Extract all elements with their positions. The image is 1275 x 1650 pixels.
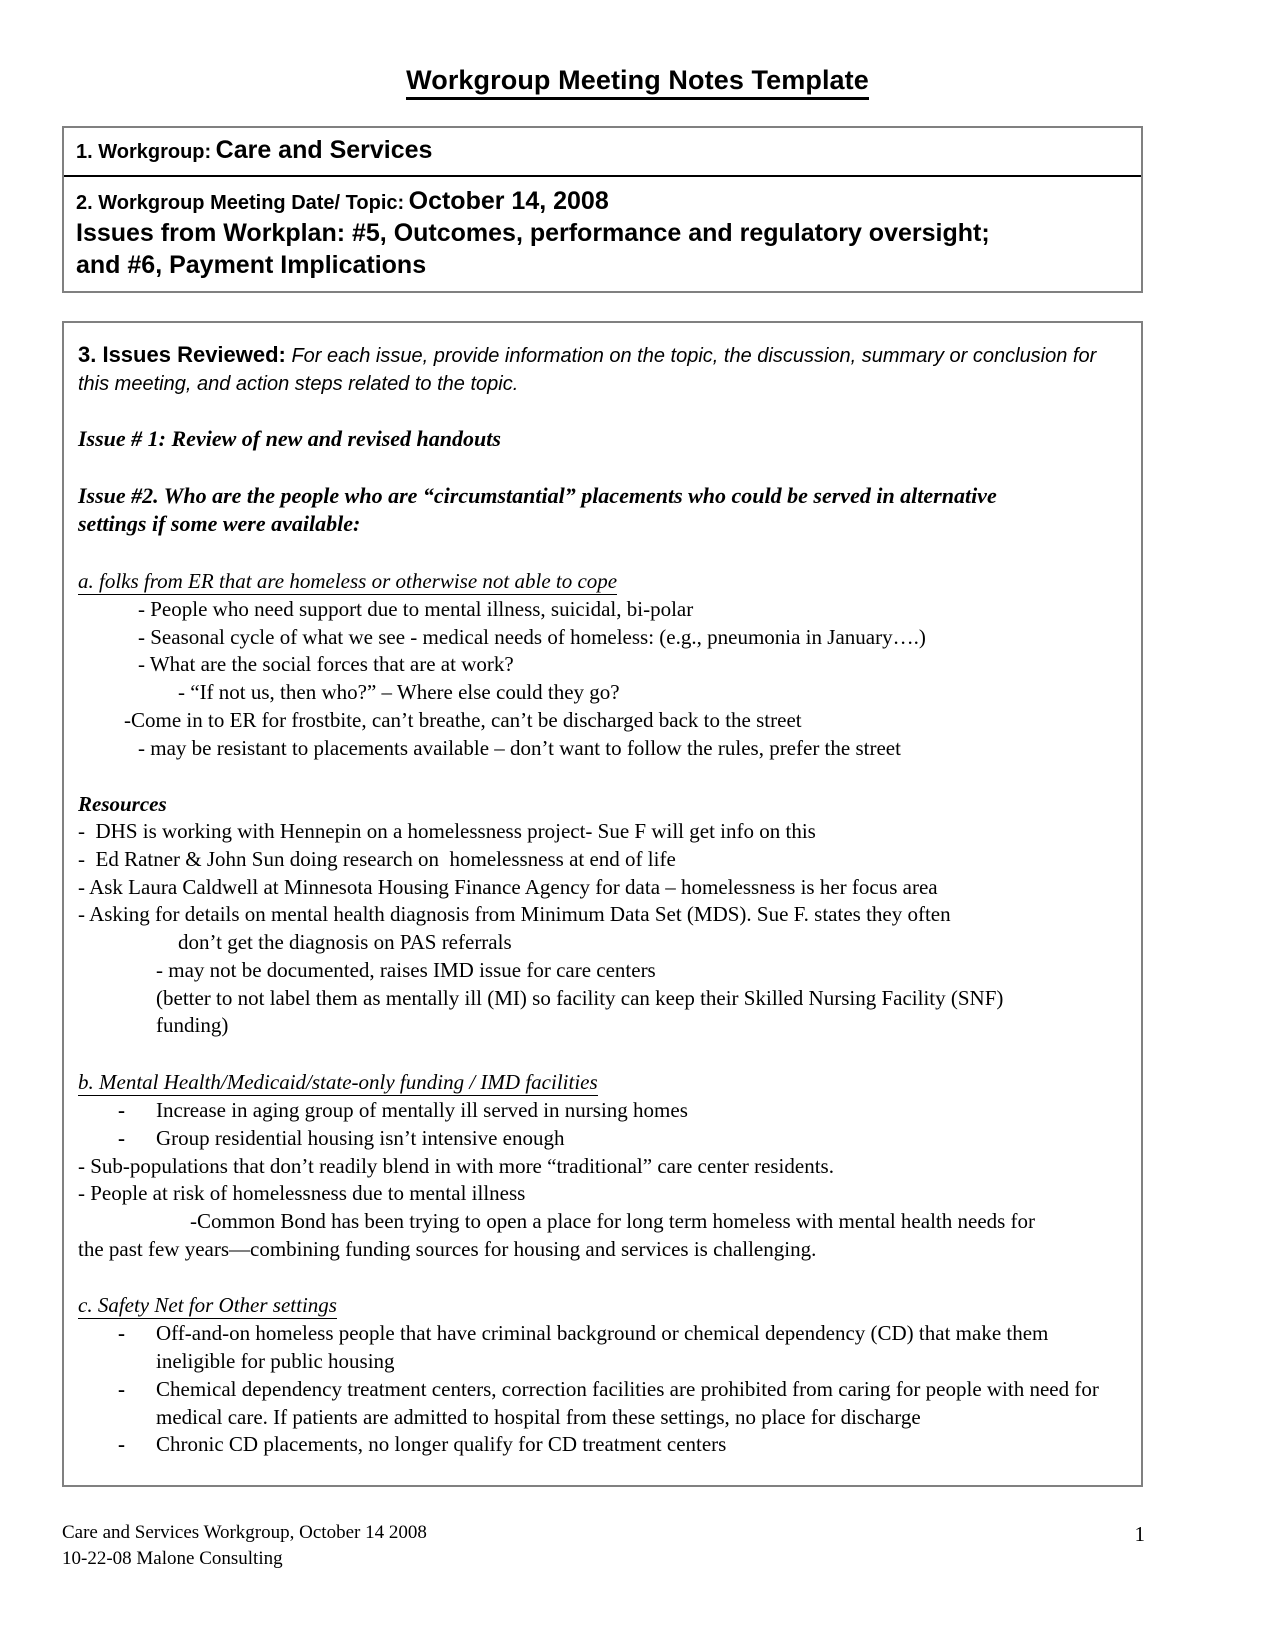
resources-line-7: (better to not label them as mentally ill (MI) so facility can keep their Skilled Nursing Facility (SNF) — [156, 985, 1004, 1010]
footer-line-2: 10-22-08 Malone Consulting — [62, 1547, 283, 1569]
bullet-dash-icon: - — [118, 1125, 125, 1150]
footer-line-1: Care and Services Workgroup, October 14 2008 — [62, 1522, 427, 1543]
section-b-bullet-2-text: Group residential housing isn’t intensive enough — [156, 1125, 565, 1150]
issues-reviewed-box — [62, 321, 1143, 1487]
resources-line-3: - Ask Laura Caldwell at Minnesota Housing Finance Agency for data – homelessness is her focus area — [78, 874, 938, 899]
section-a-line-4: - “If not us, then who?” – Where else could they go? — [178, 680, 620, 705]
section-b-line-4: the past few years—combining funding sources for housing and services is challenging. — [78, 1236, 817, 1261]
resources-line-6: - may not be documented, raises IMD issue for care centers — [156, 957, 656, 982]
section-c-heading — [78, 1293, 1125, 1318]
header-table — [62, 126, 1143, 293]
workplan-issues-line-1: Issues from Workplan: #5, Outcomes, performance and regulatory oversight; — [76, 219, 990, 248]
section-c-bullet-2 — [118, 1376, 1125, 1431]
issues-reviewed-label: 3. Issues Reviewed: — [78, 342, 286, 368]
issue-1-title: Issue # 1: Review of new and revised handouts — [78, 426, 501, 452]
meeting-date-topic-cell — [64, 177, 1141, 291]
bullet-dash-icon: - — [118, 1098, 125, 1123]
page-number: 1 — [1134, 1522, 1145, 1546]
section-c-bullet-1 — [118, 1320, 1125, 1375]
section-c-bullet-2-text: Chemical dependency treatment centers, correction facilities are prohibited from caring for people with need for medical care. If patients are admitted to hospital from these settings, no place for discharge — [156, 1376, 1099, 1429]
section-c-bullet-1-text: Off-and-on homeless people that have criminal background or chemical dependency (CD) that make them ineligible for public housing — [156, 1321, 1049, 1374]
section-b-line-2: - People at risk of homelessness due to mental illness — [78, 1181, 526, 1206]
bullet-dash-icon: - — [118, 1376, 125, 1401]
section-c-bullet-3 — [118, 1431, 1125, 1459]
section-b-line-1: - Sub-populations that don’t readily blend in with more “traditional” care center residents. — [78, 1153, 834, 1178]
issue-2-title-line-2: settings if some were available: — [78, 511, 361, 537]
page-footer — [62, 1520, 1213, 1571]
resources-line-2: - Ed Ratner & John Sun doing research on homelessness at end of life — [78, 847, 676, 872]
section-a-heading-text: a. folks from ER that are homeless or otherwise not able to cope — [78, 569, 618, 594]
section-a-line-2: - Seasonal cycle of what we see - medical needs of homeless: (e.g., pneumonia in January….) — [138, 624, 926, 649]
workplan-issues-line-2: and #6, Payment Implications — [76, 251, 427, 280]
resources-line-8: funding) — [156, 1013, 229, 1038]
meeting-date-line — [76, 185, 1141, 217]
meeting-date-label: 2. Workgroup Meeting Date/ Topic: — [76, 192, 405, 215]
section-a-line-6: - may be resistant to placements available – don’t want to follow the rules, prefer the street — [138, 735, 901, 760]
section-b-heading — [78, 1070, 1125, 1095]
section-b-heading-text: b. Mental Health/Medicaid/state-only funding / IMD facilities — [78, 1070, 598, 1095]
resources-line-5: don’t get the diagnosis on PAS referrals — [178, 930, 512, 955]
section-a-heading — [78, 569, 1125, 594]
meeting-date-topic-row — [64, 177, 1141, 291]
resources-line-1: - DHS is working with Hennepin on a homelessness project- Sue F will get info on this — [78, 819, 816, 844]
section-a-line-3: - What are the social forces that are at work? — [138, 652, 514, 677]
meeting-date-value: October 14, 2008 — [408, 187, 609, 216]
resources-heading: Resources — [78, 792, 167, 817]
page-title-text: Workgroup Meeting Notes Template — [406, 65, 869, 100]
section-c-bullet-3-text: Chronic CD placements, no longer qualify for CD treatment centers — [156, 1432, 727, 1457]
section-b-bullet-1 — [118, 1097, 1125, 1125]
workgroup-cell — [64, 128, 1141, 175]
section-b-line-3: -Common Bond has been trying to open a place for long term homeless with mental health needs for — [190, 1208, 1036, 1233]
bullet-dash-icon: - — [118, 1321, 125, 1346]
section-b-bullet-2 — [118, 1125, 1125, 1153]
workgroup-label: 1. Workgroup: — [76, 141, 212, 164]
section-a-line-1: - People who need support due to mental illness, suicidal, bi-polar — [138, 597, 694, 622]
section-c-heading-text: c. Safety Net for Other settings — [78, 1293, 337, 1318]
section-a-line-5: -Come in to ER for frostbite, can’t breathe, can’t be discharged back to the street — [124, 707, 802, 732]
issue-2-title-line-1: Issue #2. Who are the people who are “circumstantial” placements who could be served in alternative — [78, 482, 997, 508]
workgroup-value: Care and Services — [215, 136, 433, 165]
issues-reviewed-instructions: For each issue, provide information on the topic, the discussion, summary or conclusion for this meeting, and action steps related to the topic. — [78, 345, 1097, 395]
workgroup-row — [64, 128, 1141, 177]
page-title — [0, 0, 1275, 94]
issues-reviewed-heading — [78, 341, 1125, 397]
section-b-bullet-1-text: Increase in aging group of mentally ill served in nursing homes — [156, 1098, 688, 1123]
resources-line-4: - Asking for details on mental health diagnosis from Minimum Data Set (MDS). Sue F. states they often — [78, 902, 951, 927]
issue-2-title — [78, 482, 1125, 539]
bullet-dash-icon: - — [118, 1432, 125, 1457]
